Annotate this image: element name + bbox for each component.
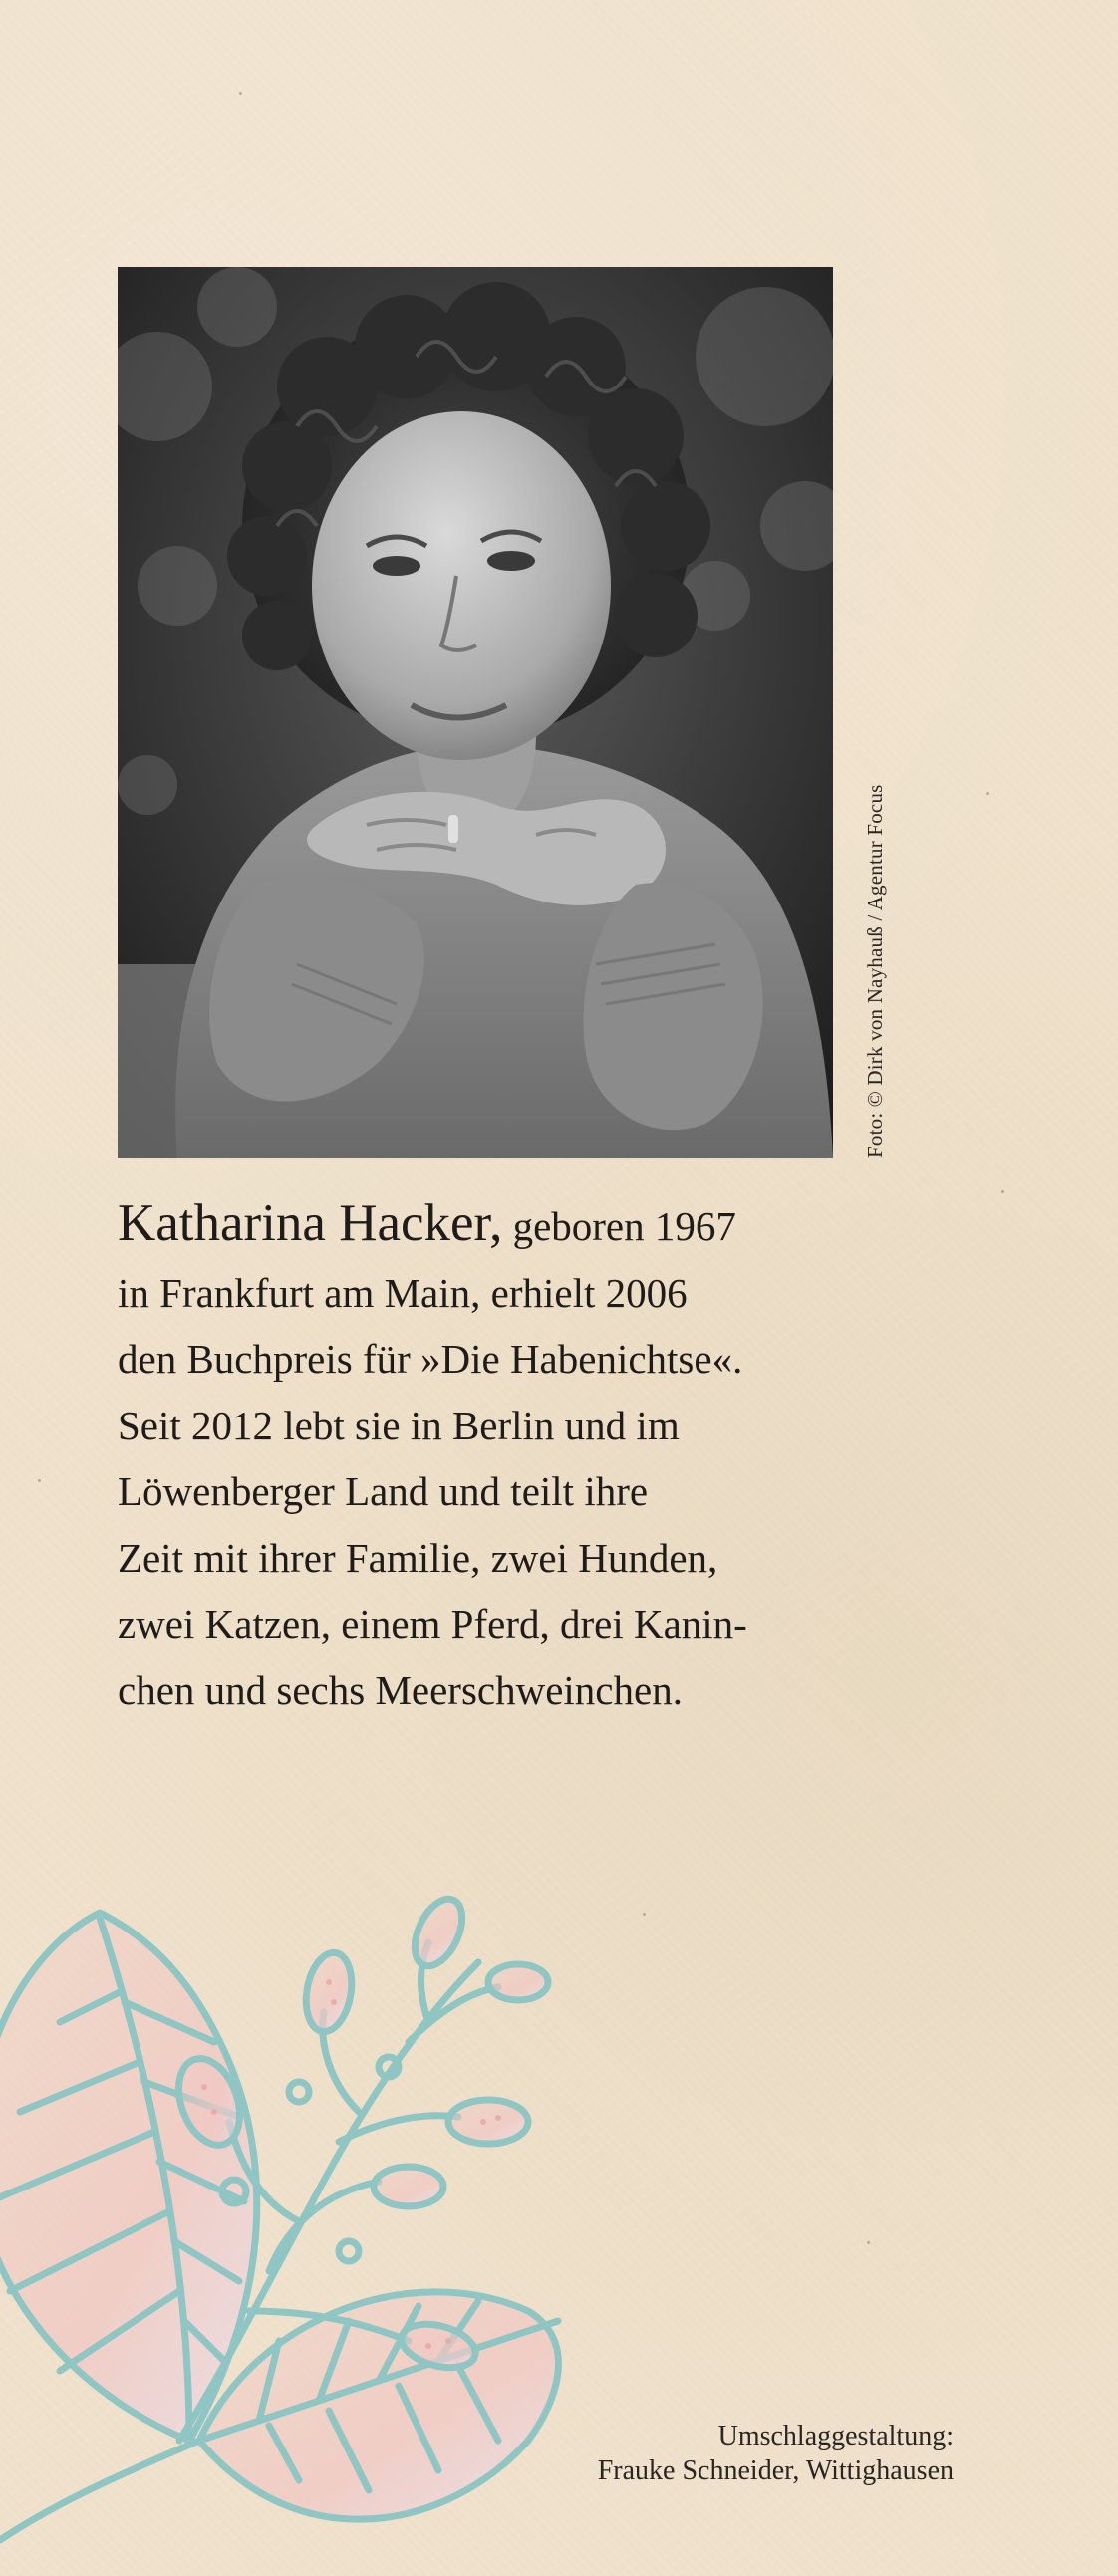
paper-speck [239,92,242,95]
bio-line [118,1190,1034,1260]
author-biography [118,1190,1034,1723]
paper-speck [986,792,989,795]
bio-line: Zeit mit ihrer Familie, zwei Hunden, [118,1534,718,1581]
bio-line: Seit 2012 lebt sie in Berlin und im [118,1402,680,1448]
bio-line-text: geboren 1967 [502,1203,736,1249]
photo-credit: Foto: © Dirk von Nayhauß / Agentur Focus [863,784,887,1158]
bio-line: den Buchpreis für »Die Habenichtse«. [118,1336,743,1382]
cover-design-label: Umschlaggestaltung: [717,2421,954,2451]
paper-speck [867,2241,870,2244]
cover-designer: Frauke Schneider, Wittighausen [597,2455,954,2486]
author-name: Katharina Hacker, [118,1194,503,1252]
author-portrait-illustration [118,267,833,1158]
bio-line: chen und sechs Meerschweinchen. [118,1667,683,1713]
botanical-illustration [0,1843,678,2576]
bio-line: Löwenberger Land und teilt ihre [118,1468,649,1514]
paper-speck [38,1479,41,1482]
author-photo [118,267,833,1158]
bio-line: zwei Katzen, einem Pferd, drei Kanin- [118,1601,747,1647]
bio-line: in Frankfurt am Main, erhielt 2006 [118,1269,688,1316]
cover-design-credit [598,2419,954,2488]
